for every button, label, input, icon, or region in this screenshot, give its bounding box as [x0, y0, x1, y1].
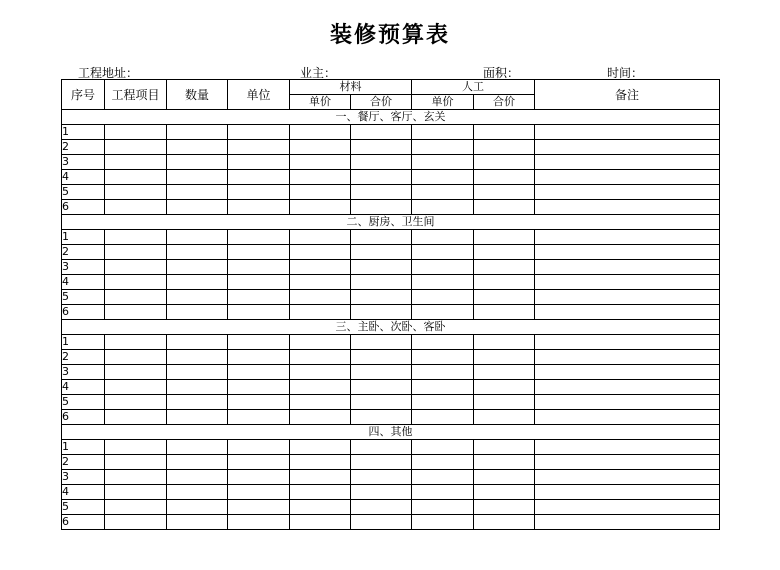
row-seq: 6 — [62, 200, 105, 215]
section-row — [62, 215, 720, 230]
header-labor-unit-price: 单价 — [412, 95, 474, 110]
table-cell — [228, 350, 290, 365]
table-cell — [290, 455, 351, 470]
table-cell — [351, 125, 412, 140]
table-cell — [167, 395, 228, 410]
table-cell — [105, 380, 167, 395]
address-label: 工程地址： — [78, 66, 139, 80]
table-cell — [290, 170, 351, 185]
table-cell — [290, 500, 351, 515]
table-cell — [474, 260, 535, 275]
table-cell — [351, 455, 412, 470]
header-labor-total-price: 合价 — [474, 95, 535, 110]
table-cell — [351, 230, 412, 245]
table-cell — [474, 125, 535, 140]
row-seq: 2 — [62, 245, 105, 260]
table-cell — [167, 155, 228, 170]
table-cell — [351, 170, 412, 185]
table-cell — [167, 350, 228, 365]
table-cell — [105, 470, 167, 485]
table-cell — [167, 500, 228, 515]
table-cell — [412, 125, 474, 140]
table-cell — [474, 305, 535, 320]
table-cell — [228, 245, 290, 260]
row-seq: 5 — [62, 185, 105, 200]
table-row — [62, 440, 720, 455]
table-row — [62, 200, 720, 215]
table-cell — [351, 485, 412, 500]
table-cell — [167, 245, 228, 260]
table-cell — [351, 245, 412, 260]
table-cell — [474, 395, 535, 410]
table-cell — [474, 140, 535, 155]
row-seq: 6 — [62, 410, 105, 425]
table-cell — [412, 455, 474, 470]
row-seq: 1 — [62, 440, 105, 455]
table-cell — [351, 275, 412, 290]
table-cell — [290, 485, 351, 500]
table-row — [62, 515, 720, 530]
table-row — [62, 470, 720, 485]
table-row — [62, 290, 720, 305]
table-cell — [228, 185, 290, 200]
table-cell — [474, 455, 535, 470]
row-seq: 4 — [62, 170, 105, 185]
table-cell — [167, 260, 228, 275]
table-cell — [228, 500, 290, 515]
table-cell — [351, 395, 412, 410]
table-cell — [167, 440, 228, 455]
table-row — [62, 365, 720, 380]
row-seq: 5 — [62, 290, 105, 305]
header-unit: 单位 — [228, 80, 290, 110]
row-seq: 3 — [62, 365, 105, 380]
table-cell — [105, 485, 167, 500]
table-cell — [228, 470, 290, 485]
table-cell — [105, 410, 167, 425]
table-cell — [412, 230, 474, 245]
row-seq: 2 — [62, 350, 105, 365]
table-cell — [535, 455, 720, 470]
table-cell — [535, 200, 720, 215]
table-cell — [412, 290, 474, 305]
table-row — [62, 125, 720, 140]
table-cell — [412, 470, 474, 485]
table-cell — [105, 245, 167, 260]
table-cell — [105, 230, 167, 245]
table-cell — [535, 260, 720, 275]
table-cell — [474, 440, 535, 455]
table-cell — [474, 245, 535, 260]
table-cell — [167, 305, 228, 320]
table-cell — [228, 170, 290, 185]
table-cell — [412, 440, 474, 455]
table-cell — [412, 260, 474, 275]
table-cell — [290, 365, 351, 380]
table-cell — [228, 485, 290, 500]
table-cell — [290, 290, 351, 305]
table-cell — [228, 200, 290, 215]
table-cell — [228, 155, 290, 170]
table-row — [62, 410, 720, 425]
table-cell — [167, 515, 228, 530]
table-cell — [535, 155, 720, 170]
table-cell — [351, 470, 412, 485]
section-title: 三、主卧、次卧、客卧 — [62, 320, 720, 335]
table-cell — [228, 125, 290, 140]
table-cell — [105, 335, 167, 350]
table-cell — [412, 245, 474, 260]
table-cell — [474, 155, 535, 170]
table-cell — [535, 185, 720, 200]
table-cell — [412, 515, 474, 530]
header-material-unit-price: 单价 — [290, 95, 351, 110]
table-cell — [167, 200, 228, 215]
table-cell — [474, 290, 535, 305]
table-cell — [412, 500, 474, 515]
section-title: 二、厨房、卫生间 — [62, 215, 720, 230]
table-cell — [105, 185, 167, 200]
header-labor: 人工 — [412, 80, 535, 95]
table-cell — [167, 125, 228, 140]
table-cell — [105, 395, 167, 410]
table-cell — [351, 260, 412, 275]
table-row — [62, 335, 720, 350]
table-cell — [105, 260, 167, 275]
table-cell — [167, 335, 228, 350]
row-seq: 5 — [62, 395, 105, 410]
table-cell — [474, 275, 535, 290]
table-cell — [290, 200, 351, 215]
table-cell — [412, 335, 474, 350]
table-cell — [412, 275, 474, 290]
table-cell — [290, 155, 351, 170]
table-cell — [228, 440, 290, 455]
table-cell — [290, 350, 351, 365]
table-cell — [474, 515, 535, 530]
table-cell — [535, 410, 720, 425]
table-cell — [167, 275, 228, 290]
row-seq: 6 — [62, 515, 105, 530]
table-cell — [535, 275, 720, 290]
table-cell — [105, 155, 167, 170]
table-cell — [535, 230, 720, 245]
table-cell — [535, 350, 720, 365]
table-cell — [105, 125, 167, 140]
table-cell — [105, 275, 167, 290]
row-seq: 5 — [62, 500, 105, 515]
table-cell — [167, 140, 228, 155]
table-cell — [290, 515, 351, 530]
table-cell — [351, 440, 412, 455]
table-cell — [474, 485, 535, 500]
row-seq: 2 — [62, 455, 105, 470]
table-cell — [290, 125, 351, 140]
table-row — [62, 380, 720, 395]
table-cell — [351, 380, 412, 395]
table-cell — [290, 335, 351, 350]
table-cell — [167, 290, 228, 305]
table-cell — [167, 410, 228, 425]
table-cell — [474, 200, 535, 215]
table-cell — [412, 155, 474, 170]
table-row — [62, 140, 720, 155]
table-cell — [105, 365, 167, 380]
table-cell — [351, 290, 412, 305]
table-cell — [351, 185, 412, 200]
table-cell — [290, 470, 351, 485]
table-cell — [474, 365, 535, 380]
table-cell — [228, 365, 290, 380]
table-cell — [412, 140, 474, 155]
table-cell — [351, 365, 412, 380]
table-cell — [290, 395, 351, 410]
area-label: 面积： — [483, 66, 520, 80]
row-seq: 3 — [62, 470, 105, 485]
header-qty: 数量 — [167, 80, 228, 110]
table-cell — [351, 140, 412, 155]
table-cell — [167, 380, 228, 395]
table-cell — [228, 275, 290, 290]
table-row — [62, 455, 720, 470]
table-row — [62, 275, 720, 290]
table-cell — [290, 440, 351, 455]
table-row — [62, 245, 720, 260]
table-row — [62, 155, 720, 170]
table-cell — [167, 170, 228, 185]
header-remark: 备注 — [535, 80, 720, 110]
table-cell — [412, 170, 474, 185]
table-cell — [228, 395, 290, 410]
table-cell — [535, 365, 720, 380]
section-row — [62, 110, 720, 125]
table-cell — [228, 290, 290, 305]
table-cell — [535, 170, 720, 185]
table-cell — [535, 515, 720, 530]
table-cell — [167, 230, 228, 245]
table-cell — [228, 305, 290, 320]
table-cell — [105, 305, 167, 320]
section-title: 一、餐厅、客厅、玄关 — [62, 110, 720, 125]
section-row — [62, 425, 720, 440]
table-cell — [351, 305, 412, 320]
table-cell — [474, 410, 535, 425]
table-cell — [412, 410, 474, 425]
table-cell — [167, 365, 228, 380]
section-row — [62, 320, 720, 335]
table-cell — [351, 200, 412, 215]
table-cell — [105, 290, 167, 305]
table-row — [62, 185, 720, 200]
table-row — [62, 260, 720, 275]
budget-body — [62, 110, 720, 530]
table-cell — [167, 470, 228, 485]
table-cell — [474, 380, 535, 395]
row-seq: 2 — [62, 140, 105, 155]
table-cell — [535, 335, 720, 350]
table-cell — [228, 140, 290, 155]
table-cell — [535, 125, 720, 140]
table-cell — [412, 185, 474, 200]
table-row — [62, 305, 720, 320]
table-cell — [105, 170, 167, 185]
row-seq: 4 — [62, 275, 105, 290]
row-seq: 3 — [62, 260, 105, 275]
table-cell — [535, 305, 720, 320]
table-cell — [105, 350, 167, 365]
table-cell — [167, 185, 228, 200]
table-cell — [290, 230, 351, 245]
table-cell — [412, 395, 474, 410]
table-cell — [412, 350, 474, 365]
table-cell — [228, 455, 290, 470]
table-cell — [228, 260, 290, 275]
table-cell — [228, 515, 290, 530]
table-cell — [535, 140, 720, 155]
table-cell — [290, 185, 351, 200]
table-row — [62, 395, 720, 410]
table-cell — [105, 200, 167, 215]
table-cell — [105, 140, 167, 155]
budget-table — [61, 79, 720, 530]
table-row — [62, 350, 720, 365]
table-cell — [412, 485, 474, 500]
table-cell — [412, 380, 474, 395]
table-cell — [105, 500, 167, 515]
table-cell — [290, 380, 351, 395]
table-cell — [474, 470, 535, 485]
table-cell — [474, 230, 535, 245]
table-cell — [290, 140, 351, 155]
table-cell — [228, 230, 290, 245]
table-cell — [167, 485, 228, 500]
table-cell — [351, 350, 412, 365]
section-title: 四、其他 — [62, 425, 720, 440]
table-cell — [228, 380, 290, 395]
page-title: 装修预算表 — [329, 23, 450, 48]
time-label: 时间： — [607, 66, 644, 80]
table-cell — [535, 245, 720, 260]
table-cell — [535, 290, 720, 305]
table-cell — [105, 455, 167, 470]
table-cell — [535, 485, 720, 500]
row-seq: 1 — [62, 125, 105, 140]
table-cell — [228, 335, 290, 350]
table-cell — [535, 440, 720, 455]
table-cell — [228, 410, 290, 425]
table-cell — [351, 155, 412, 170]
table-cell — [412, 305, 474, 320]
header-item: 工程项目 — [105, 80, 167, 110]
owner-label: 业主： — [300, 66, 337, 80]
table-cell — [474, 350, 535, 365]
row-seq: 1 — [62, 335, 105, 350]
table-cell — [290, 275, 351, 290]
header-material: 材料 — [290, 80, 412, 95]
table-row — [62, 500, 720, 515]
table-cell — [351, 515, 412, 530]
row-seq: 6 — [62, 305, 105, 320]
table-cell — [290, 410, 351, 425]
row-seq: 3 — [62, 155, 105, 170]
table-cell — [412, 200, 474, 215]
header-seq: 序号 — [62, 80, 105, 110]
table-cell — [105, 440, 167, 455]
row-seq: 4 — [62, 380, 105, 395]
table-cell — [535, 470, 720, 485]
row-seq: 1 — [62, 230, 105, 245]
table-cell — [474, 170, 535, 185]
table-row — [62, 230, 720, 245]
table-cell — [474, 335, 535, 350]
table-cell — [474, 185, 535, 200]
table-cell — [351, 500, 412, 515]
table-cell — [412, 365, 474, 380]
table-cell — [535, 380, 720, 395]
table-cell — [351, 410, 412, 425]
header-material-total-price: 合价 — [351, 95, 412, 110]
table-cell — [105, 515, 167, 530]
table-cell — [167, 455, 228, 470]
table-cell — [290, 305, 351, 320]
table-row — [62, 170, 720, 185]
table-cell — [351, 335, 412, 350]
table-cell — [290, 245, 351, 260]
table-row — [62, 485, 720, 500]
table-cell — [535, 395, 720, 410]
table-cell — [474, 500, 535, 515]
table-cell — [535, 500, 720, 515]
table-cell — [290, 260, 351, 275]
row-seq: 4 — [62, 485, 105, 500]
